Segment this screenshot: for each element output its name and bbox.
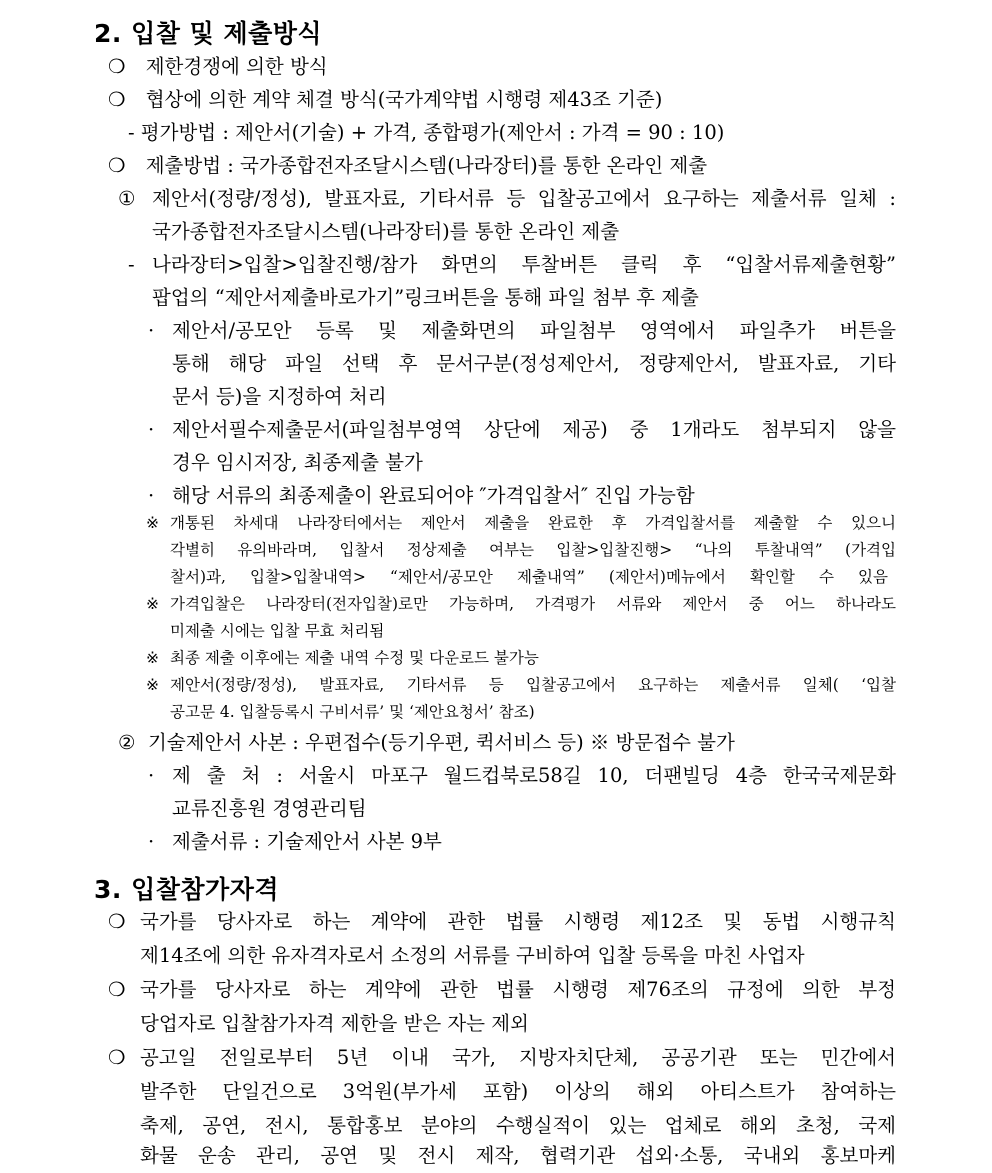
note1-line1: 개통된 차세대 나라장터에서는 제안서 제출을 완료한 후 가격입찰서를 제출할 수 있으니 xyxy=(170,514,896,532)
note3-line1: 최종 제출 이후에는 제출 내역 수정 및 다운로드 불가능 xyxy=(170,649,539,667)
circle-bullet-icon: ❍ xyxy=(108,1046,126,1069)
bullet3-line1: 해당 서류의 최종제출이 완료되어야 ″가격입찰서″ 진입 가능함 xyxy=(172,484,695,507)
number-marker: ② xyxy=(118,731,136,754)
note4-line2: 공고문 4. 입찰등록시 구비서류’ 및 ‘제안요청서’ 참조) xyxy=(170,703,535,721)
bullet-dot-icon: · xyxy=(148,319,155,342)
sub2-line1: 기술제안서 사본 : 우편접수(등기우편, 퀵서비스 등) ※ 방문접수 불가 xyxy=(148,731,735,754)
sub2-c2-line1: 제출서류 : 기술제안서 사본 9부 xyxy=(172,830,442,853)
sub2-c1-line1: 제 출 처 : 서울시 마포구 월드컵북로58길 10, 더팬빌딩 4층 한국국제문화 xyxy=(172,764,896,787)
note4-line1: 제안서(정량/정성), 발표자료, 기타서류 등 입찰공고에서 요구하는 제출서류 일체( ‘입찰 xyxy=(170,676,896,694)
list-item xyxy=(108,51,328,83)
q3-line1: 공고일 전일로부터 5년 이내 국가, 지방자치단체, 공공기관 또는 민간에서 xyxy=(140,1046,896,1069)
bullet-dot-icon: · xyxy=(148,764,155,787)
note-marker-icon: ※ xyxy=(146,649,159,667)
circle-bullet-icon: ❍ xyxy=(108,55,126,78)
note2-line1: 가격입찰은 나라장터(전자입찰)로만 가능하며, 가격평가 서류와 제안서 중 어느 하나라도 xyxy=(170,595,896,613)
bullet-dot-icon: · xyxy=(148,830,155,853)
note2-line2: 미제출 시에는 입찰 무효 처리됨 xyxy=(170,622,385,640)
q3-line2: 발주한 단일건으로 3억원(부가세 포함) 이상의 해외 아티스트가 참여하는 xyxy=(140,1080,896,1103)
bullet2-line2: 경우 임시저장, 최종제출 불가 xyxy=(172,451,423,474)
q1-line2: 제14조에 의한 유자격자로서 소정의 서류를 구비하여 입찰 등록을 마친 사업자 xyxy=(140,944,805,967)
circle-bullet-icon: ❍ xyxy=(108,910,126,933)
dash-marker: - xyxy=(128,253,135,276)
bullet1-line2: 통해 해당 파일 선택 후 문서구분(정성제안서, 정량제안서, 발표자료, 기타 xyxy=(172,352,896,375)
section-3-heading: 3. 입찰참가자격 xyxy=(94,875,279,904)
note-marker-icon: ※ xyxy=(146,595,159,613)
list-item xyxy=(108,150,707,182)
sub1-line2: 국가종합전자조달시스템(나라장터)를 통한 온라인 제출 xyxy=(152,220,620,243)
numbered-item xyxy=(118,183,135,215)
dash-line2: 팝업의 “제안서제출바로가기”링크버튼을 통해 파일 첨부 후 제출 xyxy=(152,286,699,309)
section-2-heading: 2. 입찰 및 제출방식 xyxy=(94,19,323,48)
note-marker-icon: ※ xyxy=(146,514,159,532)
bullet-dot-icon: · xyxy=(148,484,155,507)
q1-line1: 국가를 당사자로 하는 계약에 관한 법률 시행령 제12조 및 동법 시행규칙 xyxy=(140,910,896,933)
bullet1-line1: 제안서/공모안 등록 및 제출화면의 파일첨부 영역에서 파일추가 버튼을 xyxy=(172,319,896,342)
circle-bullet-icon: ❍ xyxy=(108,154,126,177)
circle-bullet-icon: ❍ xyxy=(108,978,126,1001)
bullet1-line3: 문서 등)을 지정하여 처리 xyxy=(172,385,387,408)
q2-line1: 국가를 당사자로 하는 계약에 관한 법률 시행령 제76조의 규정에 의한 부정 xyxy=(140,978,896,1001)
note-marker-icon: ※ xyxy=(146,676,159,694)
circle-bullet-icon: ❍ xyxy=(108,88,126,111)
number-marker: ① xyxy=(118,187,136,210)
item-text: 제출방법 : 국가종합전자조달시스템(나라장터)를 통한 온라인 제출 xyxy=(145,154,708,177)
item-text: 제한경쟁에 의한 방식 xyxy=(145,55,328,78)
q3-line4: 화물 운송 관리, 공연 및 전시 제작, 협력기관 섭외·소통, 국내외 홍보마케 xyxy=(140,1144,896,1167)
bullet2-line1: 제안서필수제출문서(파일첨부영역 상단에 제공) 중 1개라도 첨부되지 않을 xyxy=(172,418,896,441)
item-text: 협상에 의한 계약 체결 방식(국가계약법 시행령 제43조 기준) xyxy=(145,88,663,111)
dash-line1: 나라장터>입찰>입찰진행/참가 화면의 투찰버튼 클릭 후 “입찰서류제출현황” xyxy=(152,253,896,276)
q3-line3: 축제, 공연, 전시, 통합홍보 분야의 수행실적이 있는 업체로 해외 초청, 국제 xyxy=(140,1114,896,1137)
note1-line3: 찰서)과, 입찰>입찰내역> “제안서/공모안 제출내역” (제안서)메뉴에서 확인할 수 있음 xyxy=(170,568,888,586)
list-item xyxy=(108,84,662,116)
bullet-dot-icon: · xyxy=(148,418,155,441)
sub1-line1: 제안서(정량/정성), 발표자료, 기타서류 등 입찰공고에서 요구하는 제출서류 일체 : xyxy=(152,187,896,210)
eval-method-line: - 평가방법 : 제안서(기술) + 가격, 종합평가(제안서 : 가격 = 90 : 10) xyxy=(128,121,725,144)
sub2-c1-line2: 교류진흥원 경영관리팀 xyxy=(172,797,367,820)
note1-line2: 각별히 유의바라며, 입찰서 정상제출 여부는 입찰>입찰진행> “나의 투찰내역” (가격입 xyxy=(170,541,896,559)
q2-line2: 당업자로 입찰참가자격 제한을 받은 자는 제외 xyxy=(140,1012,529,1035)
